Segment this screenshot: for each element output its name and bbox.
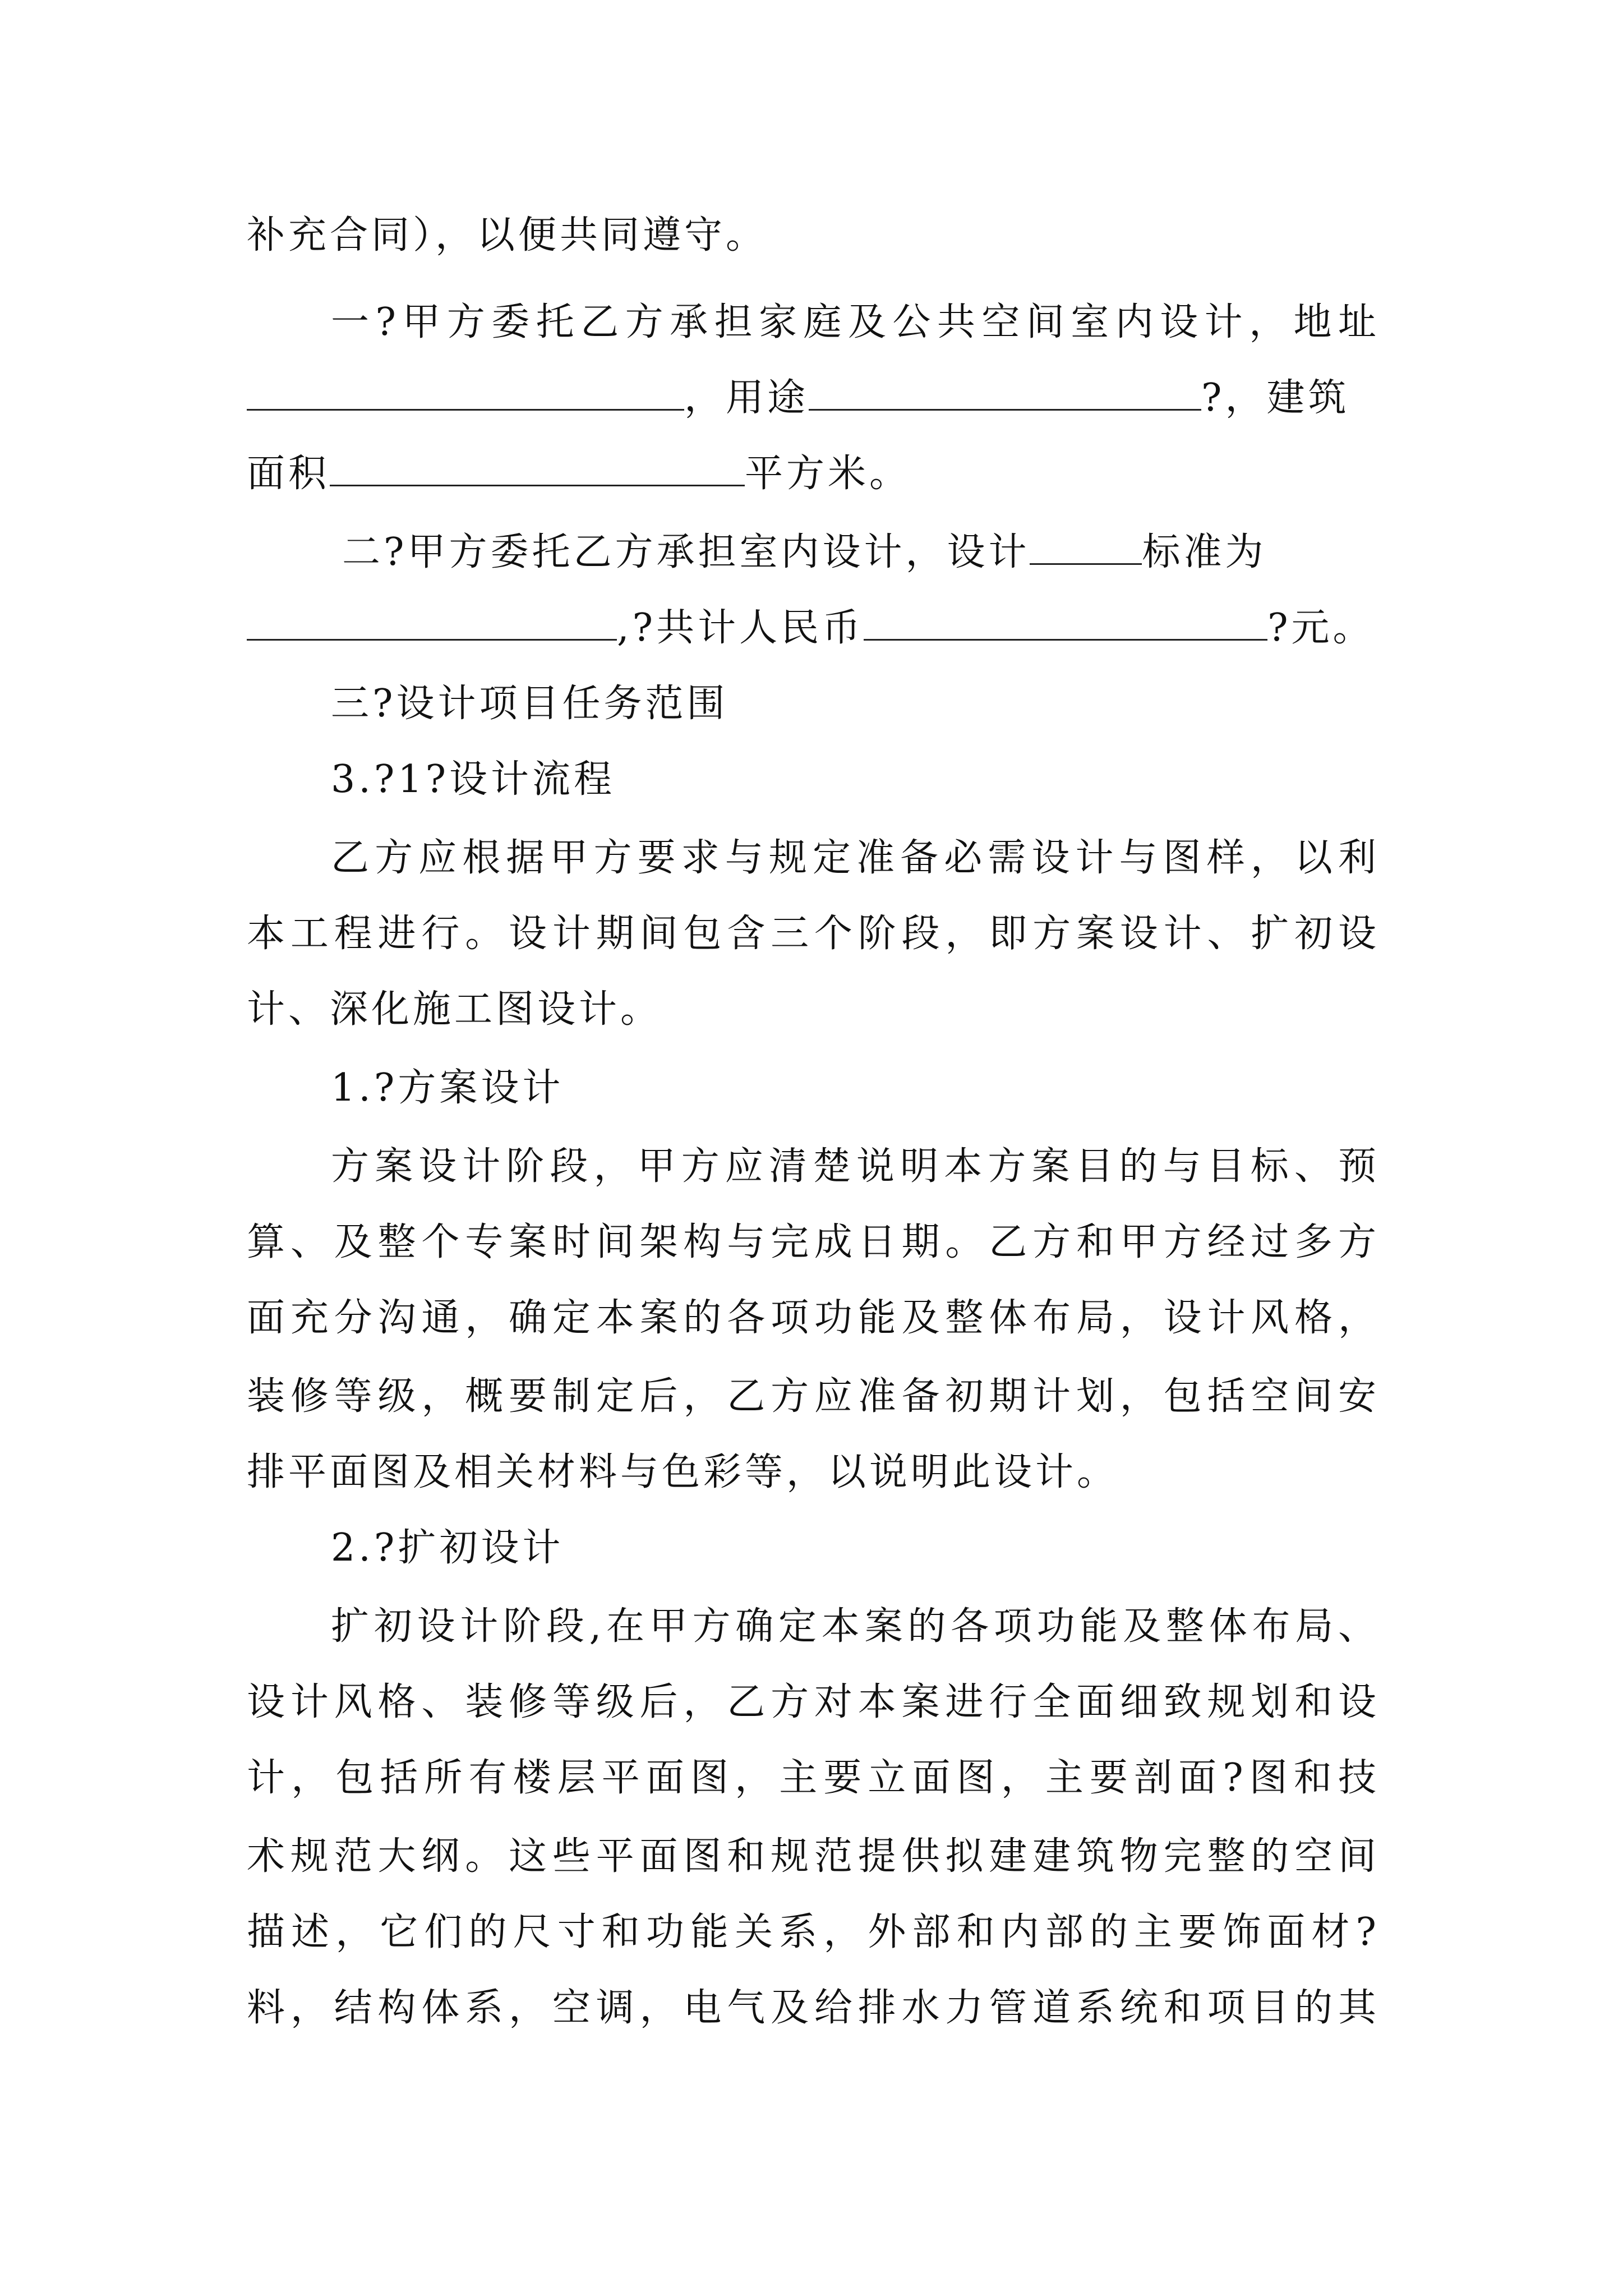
paragraph-line: 面充分沟通，确定本案的各项功能及整体布局，设计风格， [247,1296,1380,1340]
paragraph-line: 乙方应根据甲方要求与规定准备必需设计与图样，以利 [331,836,1380,880]
total-amount-blank[interactable] [864,605,1267,641]
area-line [247,440,1380,508]
text-line: 补充合同），以便共同遵守。 [247,213,768,257]
preliminary-design-heading: 2.?扩初设计 [331,1526,564,1570]
paragraph-line: 本工程进行。设计期间包含三个阶段，即方案设计、扩初设 [247,912,1380,956]
purpose-blank[interactable] [809,375,1201,411]
paragraph-line: 料，结构体系，空调，电气及给排水力管道系统和项目的其 [247,1986,1380,2030]
area-unit: 平方米。 [745,452,911,496]
area-blank[interactable] [330,451,745,486]
clause-2-text: 二?甲方委托乙方承担室内设计，设计 [342,530,1030,574]
building-label: ?，建筑 [1201,376,1350,420]
fee-line [247,595,1380,662]
paragraph-line: 方案设计阶段，甲方应清楚说明本方案目的与目标、预 [331,1144,1380,1189]
paragraph-line: 计，包括所有楼层平面图，主要立面图，主要剖面?图和技 [247,1756,1380,1800]
standard-label: 标准为 [1142,530,1267,574]
paragraph-line: 描述，它们的尺寸和功能关系，外部和内部的主要饰面材? [247,1910,1380,1954]
paragraph-line: 扩初设计阶段,在甲方确定本案的各项功能及整体布局、 [331,1604,1380,1649]
section-3-heading: 三?设计项目任务范围 [331,682,728,726]
paragraph-line: 算、及整个专案时间架构与完成日期。乙方和甲方经过多方 [247,1220,1380,1264]
clause-1-fill-line [247,365,1380,432]
design-standard-blank[interactable] [1030,530,1142,565]
paragraph-line: 设计风格、装修等级后，乙方对本案进行全面细致规划和设 [247,1680,1380,1724]
paragraph-line: 计、深化施工图设计。 [247,987,662,1032]
standard-value-blank[interactable] [247,605,617,641]
section-3-1-heading: 3.?1?设计流程 [331,757,616,802]
total-label: ,?共计人民币 [617,606,864,650]
scheme-design-heading: 1.?方案设计 [331,1066,564,1110]
address-blank[interactable] [247,375,684,411]
area-label: 面积 [247,452,330,496]
paragraph-line: 术规范大纲。这些平面图和规范提供拟建建筑物完整的空间 [247,1834,1380,1879]
purpose-label: ，用途 [684,376,809,420]
currency-unit: ?元。 [1267,606,1375,650]
clause-2-line [342,519,1380,586]
paragraph-line: 装修等级，概要制定后，乙方应准备初期计划，包括空间安 [247,1374,1380,1419]
paragraph-line: 排平面图及相关材料与色彩等，以说明此设计。 [247,1450,1119,1494]
clause-1-line: 一?甲方委托乙方承担家庭及公共空间室内设计，地址 [331,300,1380,344]
